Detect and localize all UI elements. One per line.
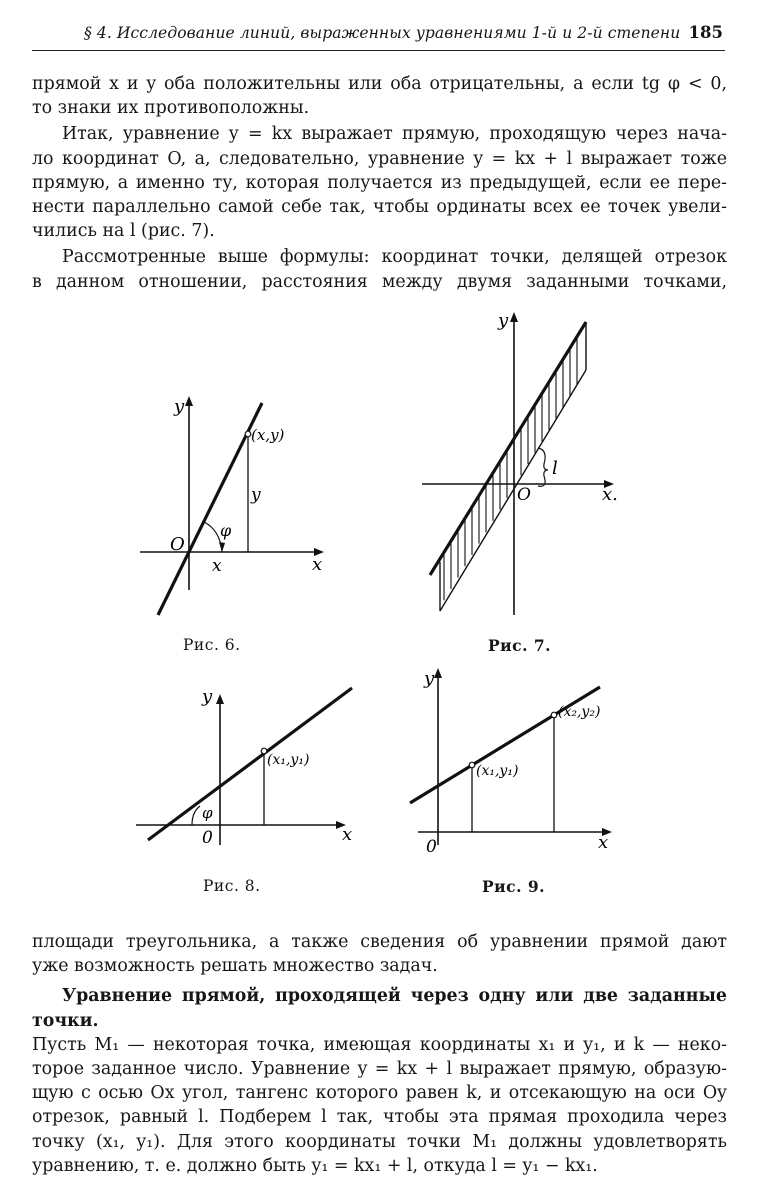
point1-marker (469, 762, 475, 768)
figure-9 (400, 660, 630, 860)
x-axis-label: x (342, 824, 353, 845)
y-axis-label: y (174, 396, 185, 417)
figure-8-caption: Рис. 8. (203, 877, 261, 895)
origin-label: O (170, 534, 185, 555)
point2-marker (551, 712, 557, 718)
text-line: щую с осью Ox угол, тангенс которого равен k, и отсекающую на оси Oy (32, 1083, 727, 1104)
y-axis-arrow-icon (216, 694, 224, 704)
section-title: § 4. Исследование линий, выраженных уравнениями 1-й и 2-й степени (84, 24, 681, 42)
shift-label: l (552, 458, 558, 479)
text-line: Итак, уравнение y = kx выражает прямую, проходящую через нача- (62, 124, 727, 145)
origin-label: O (517, 485, 531, 505)
line-through-point (148, 688, 352, 840)
text-line: Пусть M₁ — некоторая точка, имеющая координаты x₁ и y₁, и k — неко- (32, 1034, 727, 1055)
figure-8-drawing (130, 680, 360, 860)
text-block-top (32, 72, 727, 294)
line-y-kx (430, 322, 586, 575)
text-block-bottom (32, 930, 727, 1178)
y-axis-arrow-icon (510, 312, 518, 322)
text-line: чились на l (рис. 7). (32, 221, 215, 242)
x-axis-label: x (598, 832, 609, 853)
text-line: Рассмотренные выше формулы: координат точки, делящей отрезок (62, 247, 727, 268)
text-line: прямую, а именно ту, которая получается из предыдущей, если ее пере- (32, 172, 727, 193)
text-line: в данном отношении, расстояния между двумя заданными точками, (32, 271, 727, 292)
line-y-kx-plus-l (440, 370, 586, 611)
text-line: уравнению, т. е. должно быть y₁ = kx₁ + l, откуда l = y₁ − kx₁. (32, 1155, 598, 1176)
point1-label: (x₁,y₁) (476, 763, 519, 779)
figure-9-caption: Рис. 9. (482, 877, 546, 896)
running-header (32, 20, 725, 51)
x-axis-label: x. (602, 484, 618, 505)
text-line: нести параллельно самой себе так, чтобы ординаты всех ее точек увели- (32, 197, 727, 218)
x-axis-label: x (312, 554, 323, 575)
text-line: ло координат O, а, следовательно, уравнение y = kx + l выражает тоже (32, 148, 727, 169)
point-label: (x,y) (251, 426, 285, 444)
y-axis-label: y (424, 668, 435, 689)
y-axis-label: y (202, 686, 213, 707)
abscissa-label: x (212, 556, 222, 576)
figure-9-drawing (400, 660, 630, 860)
y-axis-label: y (498, 310, 509, 331)
figure-6-drawing (130, 390, 340, 630)
section-heading: Уравнение прямой, проходящей через одну или две заданные точки. (32, 986, 727, 1031)
page-number: 185 (688, 23, 723, 42)
angle-arc (192, 806, 200, 825)
point2-label: (x₂,y₂) (558, 704, 601, 720)
figure-6 (130, 390, 340, 630)
origin-label: 0 (202, 828, 213, 848)
point-label: (x₁,y₁) (267, 752, 310, 768)
text-line: площади треугольника, а также сведения об уравнении прямой дают (32, 932, 727, 952)
angle-label: φ (202, 804, 213, 822)
point-marker (261, 748, 267, 754)
ordinate-label: y (251, 485, 261, 505)
figure-6-caption: Рис. 6. (183, 636, 241, 654)
point-marker (245, 431, 251, 437)
text-line: торое заданное число. Уравнение y = kx + l выражает прямую, образую- (32, 1059, 727, 1080)
figure-8 (130, 680, 360, 860)
text-line: точку (x₁, y₁). Для этого координаты точки M₁ должны удовлетворять (32, 1131, 727, 1152)
figure-7 (410, 300, 630, 620)
text-line: то знаки их противоположны. (32, 98, 310, 119)
text-line: прямой x и y оба положительны или оба отрицательны, а если tg φ < 0, (32, 74, 727, 94)
figure-7-caption: Рис. 7. (488, 636, 552, 655)
angle-label: φ (220, 521, 232, 540)
text-line: отрезок, равный l. Подберем l так, чтобы эта прямая проходила через (32, 1107, 727, 1128)
figure-7-drawing (410, 300, 630, 620)
origin-label: 0 (426, 837, 437, 857)
angle-arrow-icon (219, 542, 225, 552)
y-axis-arrow-icon (434, 668, 442, 678)
y-axis-arrow-icon (185, 396, 193, 406)
shift-brace (538, 448, 548, 486)
text-line: уже возможность решать множество задач. (32, 956, 438, 977)
